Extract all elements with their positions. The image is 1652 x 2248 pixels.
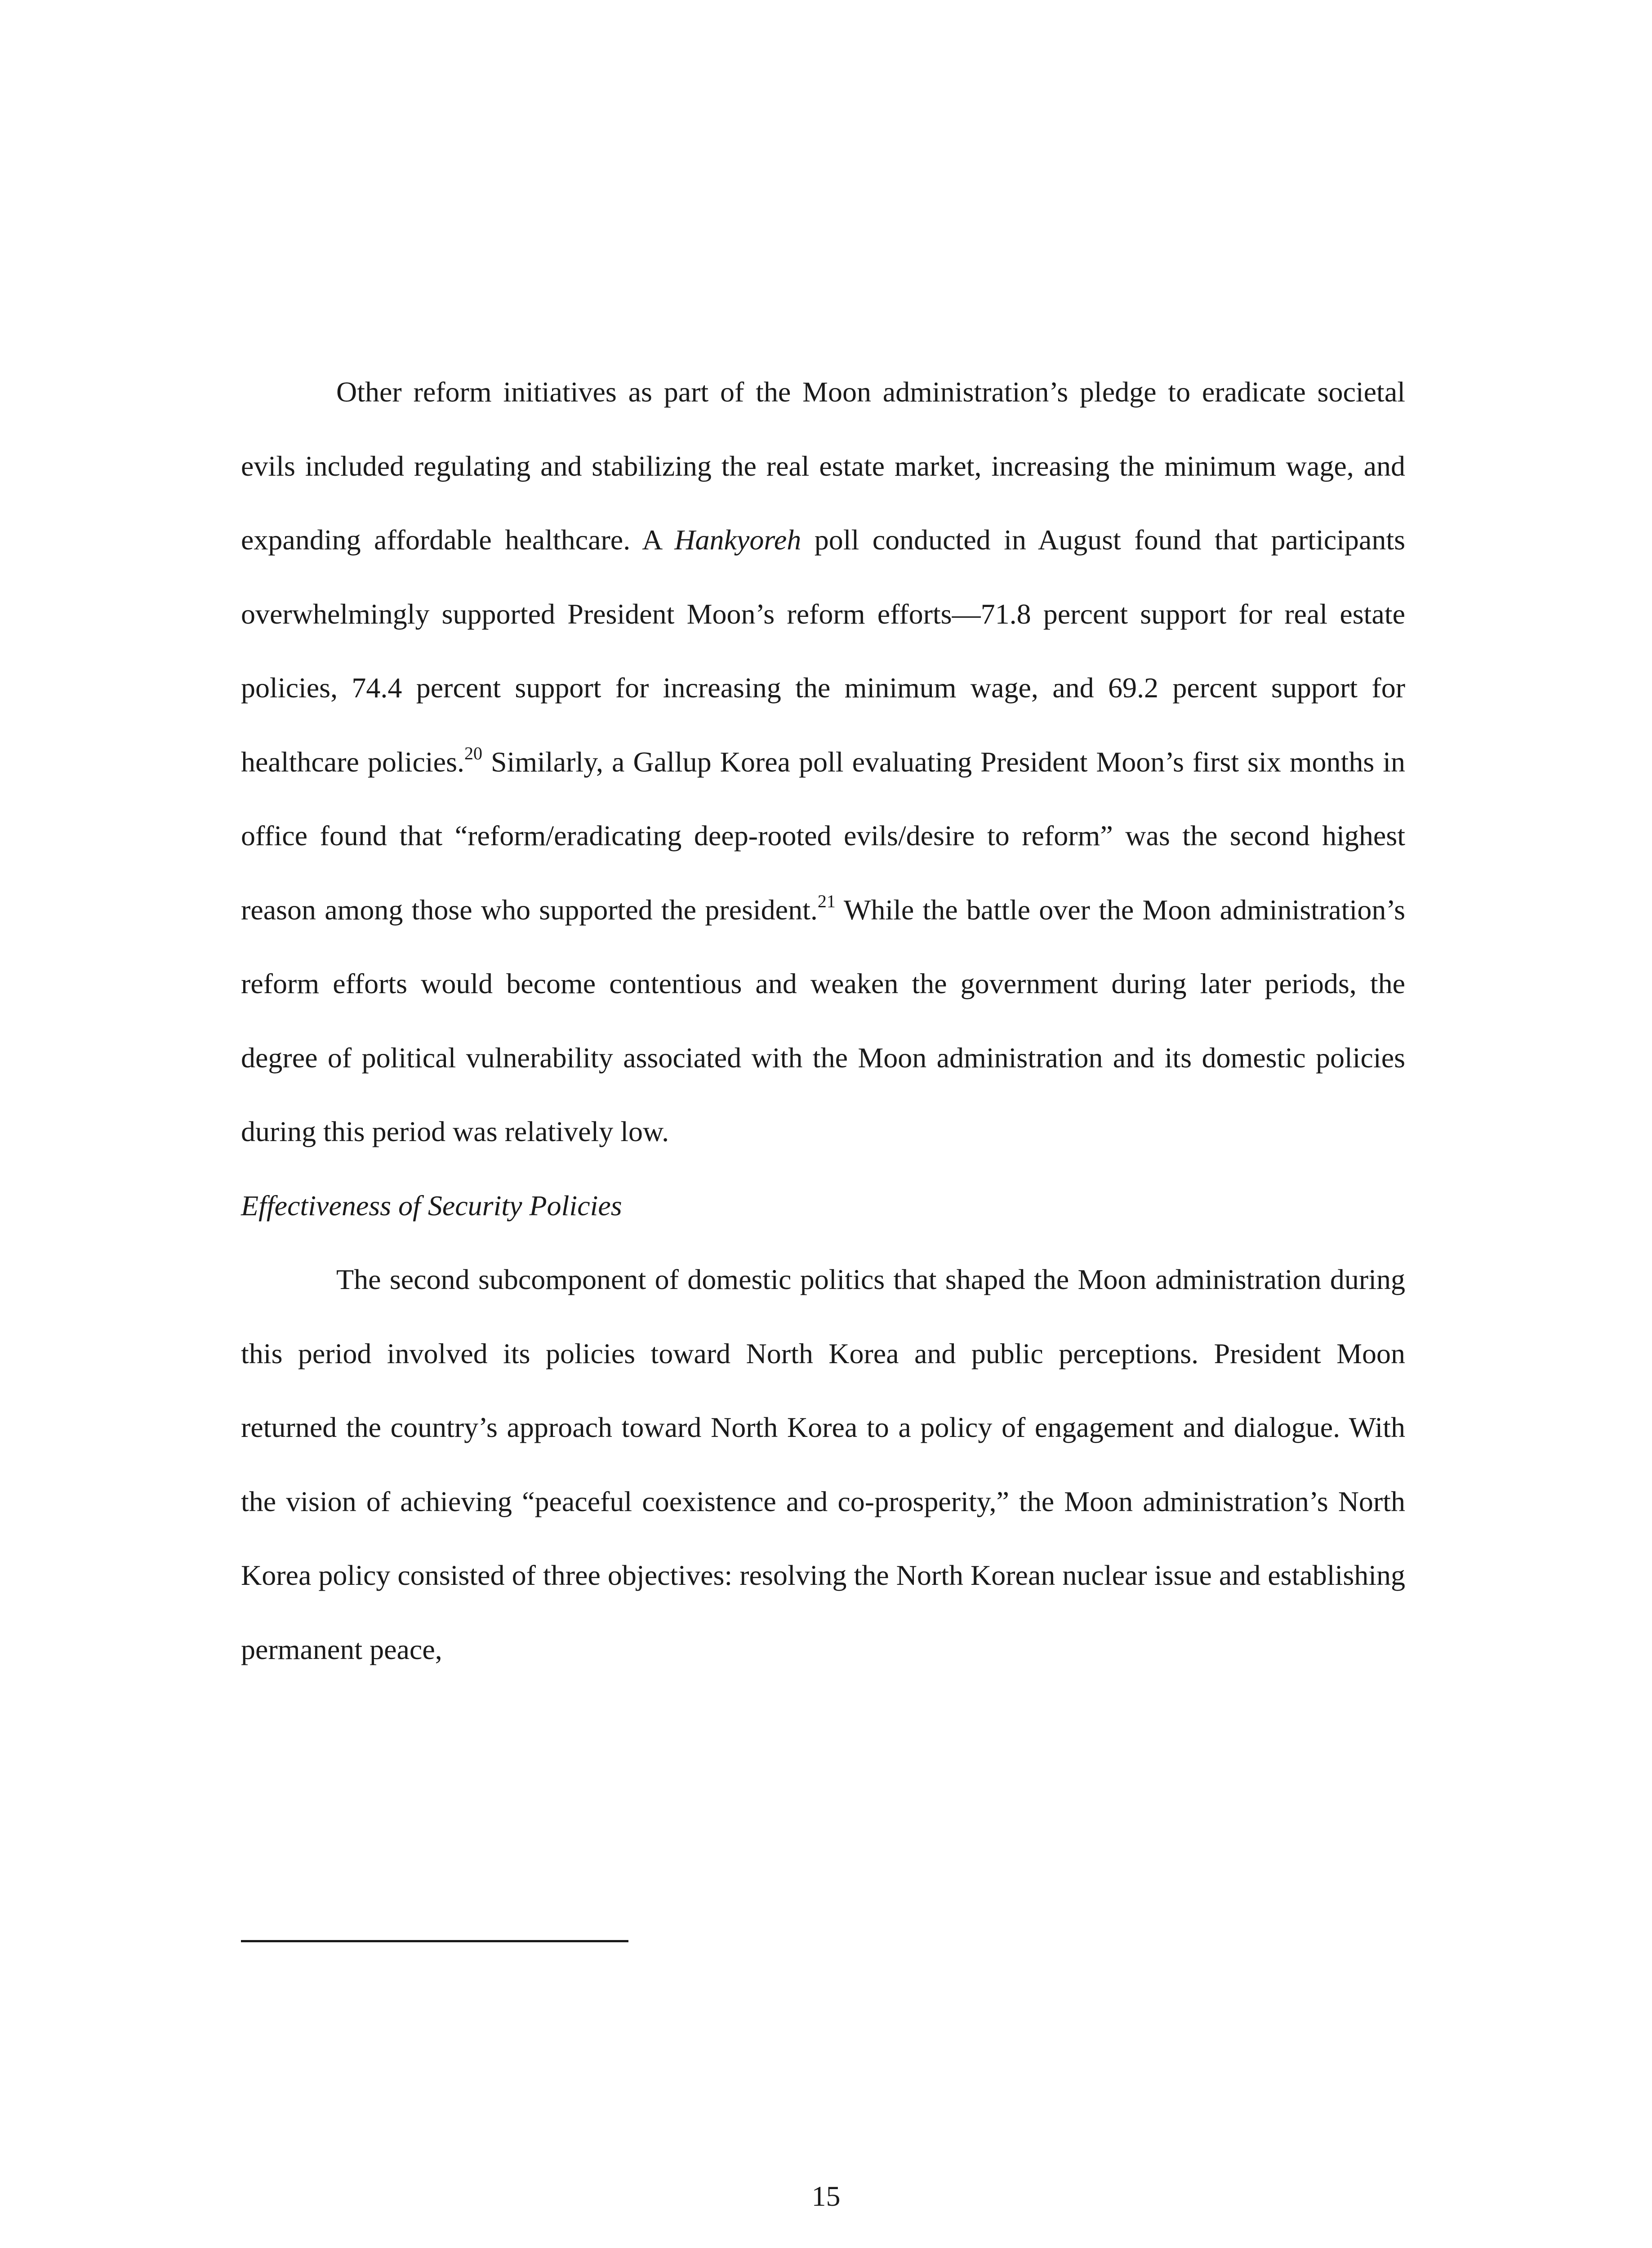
- newspaper-title-hankyoreh: Hankyoreh: [674, 524, 802, 556]
- paragraph-1-text-gallup: Similarly, a Gallup Korea poll evaluating President Moon’s first six months in office found that “reform/eradicating deep-rooted evils/desire to reform” was the second highest reason among those who supported the president.: [241, 745, 1406, 926]
- footnote-ref-20[interactable]: 20: [464, 743, 482, 764]
- footnote-separator-rule: [241, 1940, 628, 1942]
- body-text: [241, 355, 1405, 1686]
- section-subheading: Effectiveness of Security Policies: [241, 1189, 622, 1222]
- paragraph-1-text-poll: poll conducted in August found that participants overwhelmingly supported President Moon’s reform efforts—71.8 percent support for real estate policies, 74.4 percent support for increasing the minimum wage, and 69.2 percent support for healthcare policies.: [241, 524, 1406, 778]
- paragraph-security-policies: The second subcomponent of domestic politics that shaped the Moon administration during this period involved its policies toward North Korea and public perceptions. President Moon returned the country’s approach toward North Korea to a policy of engagement and dialogue. With the vision of achieving “peaceful coexistence and co-prosperity,” the Moon administration’s North Korea policy consisted of three objectives: resolving the North Korean nuclear issue and establishing permanent peace,: [241, 1263, 1405, 1665]
- paragraph-1-text-start: Other reform initiatives as part of the Moon administration’s pledge to eradicate societal evils included regulating and stabilizing the real estate market, increasing the minimum wage, and expanding affordable healthcare. A: [241, 376, 1405, 556]
- page-number: 15: [811, 2180, 841, 2212]
- paragraph-1-text-end: While the battle over the Moon administration’s reform efforts would become contentious and weaken the government during later periods, the degree of political vulnerability associated with the Moon administration and its domestic policies during this period was relatively low.: [241, 893, 1406, 1147]
- footnote-ref-21[interactable]: 21: [817, 891, 836, 912]
- paragraph-reform-initiatives: [241, 355, 1405, 1169]
